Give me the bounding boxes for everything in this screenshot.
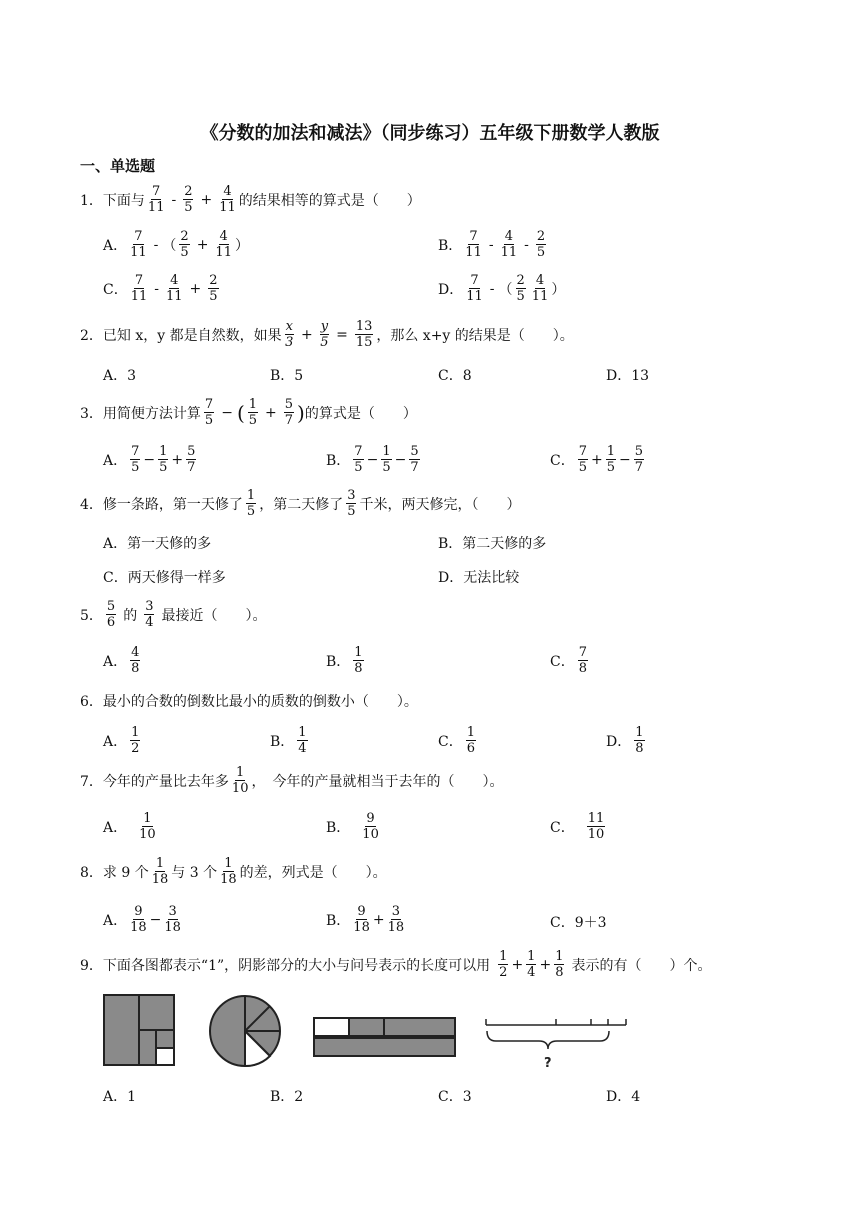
- option-a[interactable]: A．第一天修的多: [103, 536, 212, 552]
- option-a[interactable]: A． $\frac{4}{8}$: [103, 645, 140, 676]
- question-text: 下面与: [102, 192, 145, 209]
- option-a[interactable]: A． $\frac{7}{5}$ − $\frac{1}{5}$ + $\frac{5}{7}$: [103, 444, 196, 475]
- question-number: 1．: [80, 192, 103, 209]
- option-b[interactable]: B．2: [270, 1089, 304, 1105]
- option-b[interactable]: B．5: [270, 368, 304, 384]
- page-title: 《分数的加法和减法》（同步练习）五年级下册数学人教版: [200, 123, 660, 144]
- option-d[interactable]: D．4: [606, 1089, 641, 1105]
- fraction: $\frac{2}{5}$: [184, 184, 193, 215]
- option-c[interactable]: C．9＋3: [550, 915, 607, 931]
- option-a[interactable]: A． $\frac{7}{11}$ - （ $\frac{2}{5}$ + $\frac{4}{11}$ ）: [103, 229, 249, 260]
- svg-text:?: ?: [544, 1056, 552, 1071]
- option-c[interactable]: C． $\frac{11}{10}$: [550, 811, 605, 842]
- question-4: 4． 修一条路，第一天修了 $\frac{1}{5}$ ，第二天修了 $\frac{3}{5}$ 千米，两天修完，（ ）: [80, 488, 521, 519]
- option-b[interactable]: B．第二天修的多: [438, 536, 547, 552]
- option-d[interactable]: D． $\frac{7}{11}$ - （ $\frac{2}{5}$ $\frac{4}{11}$ ）: [438, 273, 566, 304]
- option-c[interactable]: C．两天修得一样多: [103, 570, 226, 586]
- option-b[interactable]: B． $\frac{9}{18}$ + $\frac{3}{18}$: [326, 904, 405, 935]
- circle-figure: [208, 994, 282, 1068]
- option-d[interactable]: D． $\frac{1}{8}$: [606, 725, 644, 756]
- option-c[interactable]: C． $\frac{7}{8}$: [550, 645, 587, 676]
- question-1: 1． 下面与 $\frac{7}{11}$ - $\frac{2}{5}$ + $\frac{4}{11}$ 的结果相等的算式是（ ）: [80, 184, 421, 215]
- option-a[interactable]: A． $\frac{1}{10}$: [103, 811, 156, 842]
- segment-figure: [484, 1015, 630, 1073]
- option-c[interactable]: C．3: [438, 1089, 472, 1105]
- square-figure: [103, 994, 175, 1066]
- option-d[interactable]: D．13: [606, 368, 650, 384]
- option-d[interactable]: D．无法比较: [438, 570, 520, 586]
- fraction: $\frac{4}{11}$: [219, 184, 236, 215]
- option-c[interactable]: C． $\frac{7}{5}$ + $\frac{1}{5}$ − $\frac{5}{7}$: [550, 444, 644, 475]
- question-text: 的结果相等的算式是（ ）: [238, 192, 421, 209]
- option-b[interactable]: B． $\frac{7}{5}$ − $\frac{1}{5}$ − $\frac{5}{7}$: [326, 444, 419, 475]
- option-c[interactable]: C． $\frac{1}{6}$: [438, 725, 475, 756]
- option-a[interactable]: A． $\frac{9}{18}$ − $\frac{3}{18}$: [103, 904, 181, 935]
- option-b[interactable]: B． $\frac{9}{10}$: [326, 811, 379, 842]
- option-c[interactable]: C． $\frac{7}{11}$ - $\frac{4}{11}$ + $\frac{2}{5}$: [103, 273, 218, 304]
- option-a[interactable]: A．3: [103, 368, 137, 384]
- option-c[interactable]: C．8: [438, 368, 472, 384]
- option-b[interactable]: B． $\frac{1}{8}$: [326, 645, 363, 676]
- bar-figure: [313, 1017, 457, 1059]
- option-a[interactable]: A． $\frac{1}{2}$: [103, 725, 140, 756]
- question-7: 7． 今年的产量比去年多 $\frac{1}{10}$ ， 今年的产量就相当于去年的（ ）。: [80, 765, 504, 796]
- question-3: 3． 用简便方法计算 $\frac{7}{5}$ − ( $\frac{1}{5}$ + $\frac{5}{7}$ ) 的算式是（ ）: [80, 397, 417, 428]
- option-b[interactable]: B． $\frac{1}{4}$: [270, 725, 307, 756]
- question-9: 9． 下面各图都表示“1”，阴影部分的大小与问号表示的长度可以用 $\frac{1}{2}$ + $\frac{1}{4}$ + $\frac{1}{8}$ 表示的有（ ）个。: [80, 949, 712, 980]
- option-a[interactable]: A．1: [103, 1089, 137, 1105]
- question-6: 6． 最小的合数的倒数比最小的质数的倒数小（ ）。: [80, 694, 418, 710]
- option-b[interactable]: B． $\frac{7}{11}$ - $\frac{4}{11}$ - $\frac{2}{5}$: [438, 229, 546, 260]
- section-heading: 一、单选题: [80, 157, 156, 175]
- question-8: 8． 求 9 个 $\frac{1}{18}$ 与 3 个 $\frac{1}{18}$ 的差，列式是（ ）。: [80, 856, 387, 887]
- fraction: $\frac{7}{11}$: [147, 184, 165, 215]
- question-2: 2． 已知 x，y 都是自然数，如果 $\frac{x}{3}$ + $\frac{y}{5}$ = $\frac{13}{15}$ ，那么 x+y 的结果是（ ）。: [80, 319, 574, 350]
- question-5: 5． $\frac{5}{6}$ 的 $\frac{3}{4}$ 最接近（ ）。: [80, 599, 267, 630]
